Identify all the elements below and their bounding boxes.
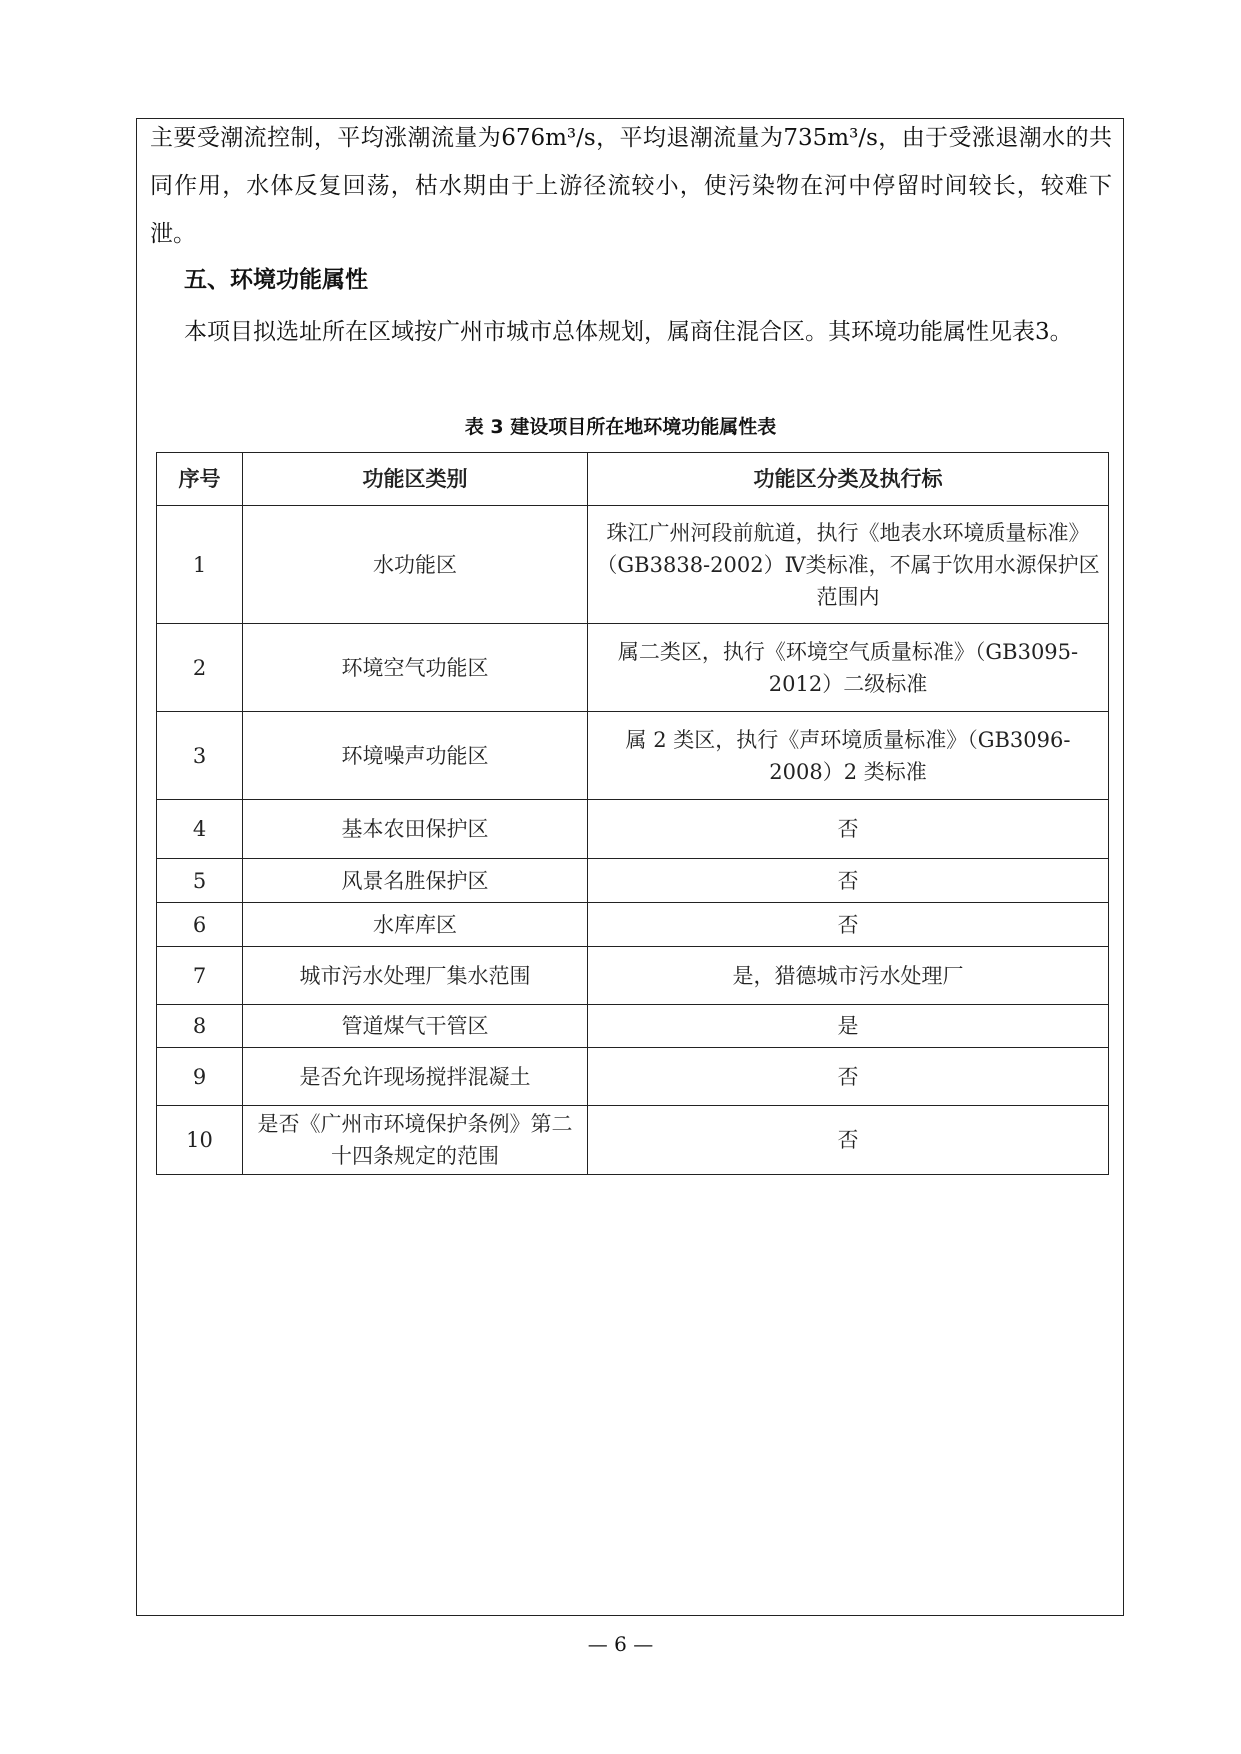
header-category: 功能区类别 [243, 453, 588, 506]
intro-paragraph: 主要受潮流控制，平均涨潮流量为676m³/s，平均退潮流量为735m³/s，由于受涨退潮水的共同作用，水体反复回荡，枯水期由于上游径流较小，使污染物在河中停留时间较长，较难下泄。 [150, 125, 1112, 247]
row-standard: 是，猎德城市污水处理厂 [588, 947, 1109, 1005]
row-standard: 珠江广州河段前航道，执行《地表水环境质量标准》（GB3838-2002）Ⅳ类标准，不属于饮用水源保护区范围内 [588, 506, 1109, 624]
header-standard: 功能区分类及执行标 [588, 453, 1109, 506]
row-number: 5 [157, 859, 243, 903]
section-heading: 五、环境功能属性 [184, 267, 368, 293]
environment-function-table [156, 452, 1109, 1175]
row-number: 4 [157, 800, 243, 859]
row-standard: 属二类区，执行《环境空气质量标准》（GB3095-2012）二级标准 [588, 624, 1109, 712]
table-row [157, 859, 1109, 903]
row-number: 1 [157, 506, 243, 624]
row-standard: 否 [588, 903, 1109, 947]
row-category: 是否《广州市环境保护条例》第二十四条规定的范围 [243, 1106, 588, 1175]
row-standard: 否 [588, 1048, 1109, 1106]
row-category: 城市污水处理厂集水范围 [243, 947, 588, 1005]
row-number: 8 [157, 1005, 243, 1048]
row-number: 6 [157, 903, 243, 947]
table-row [157, 712, 1109, 800]
row-standard: 否 [588, 1106, 1109, 1175]
row-standard: 是 [588, 1005, 1109, 1048]
row-number: 9 [157, 1048, 243, 1106]
row-standard: 否 [588, 859, 1109, 903]
table-row [157, 1005, 1109, 1048]
table-caption: 表 3 建设项目所在地环境功能属性表 [464, 416, 777, 438]
row-number: 3 [157, 712, 243, 800]
table-row [157, 506, 1109, 624]
row-category: 管道煤气干管区 [243, 1005, 588, 1048]
table-header-row [157, 453, 1109, 506]
table-row [157, 800, 1109, 859]
row-category: 基本农田保护区 [243, 800, 588, 859]
row-category: 环境噪声功能区 [243, 712, 588, 800]
row-standard: 否 [588, 800, 1109, 859]
table-row [157, 903, 1109, 947]
row-number: 2 [157, 624, 243, 712]
row-category: 是否允许现场搅拌混凝土 [243, 1048, 588, 1106]
table-row [157, 947, 1109, 1005]
row-category: 水库库区 [243, 903, 588, 947]
section-paragraph: 本项目拟选址所在区域按广州市城市总体规划，属商住混合区。其环境功能属性见表3。 [184, 319, 1073, 345]
table-row [157, 1048, 1109, 1106]
row-category: 环境空气功能区 [243, 624, 588, 712]
row-category: 水功能区 [243, 506, 588, 624]
table-row [157, 624, 1109, 712]
table-row [157, 1106, 1109, 1175]
row-number: 7 [157, 947, 243, 1005]
header-number: 序号 [157, 453, 243, 506]
row-standard: 属 2 类区，执行《声环境质量标准》（GB3096-2008）2 类标准 [588, 712, 1109, 800]
page-number: — 6 — [587, 1632, 654, 1656]
row-category: 风景名胜保护区 [243, 859, 588, 903]
row-number: 10 [157, 1106, 243, 1175]
